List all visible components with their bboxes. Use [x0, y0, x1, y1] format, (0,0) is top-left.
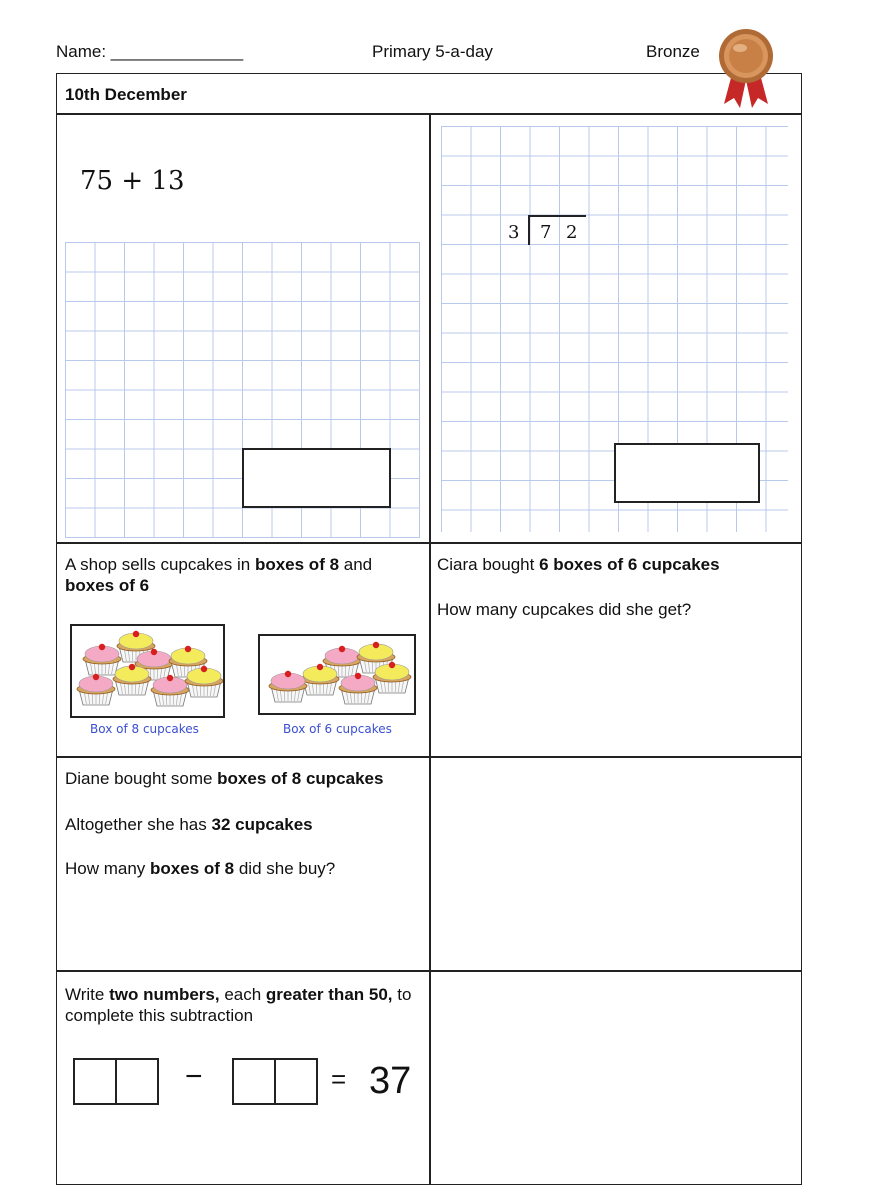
- equals-sign: =: [331, 1064, 347, 1094]
- answer-box[interactable]: [614, 443, 760, 503]
- question-text: Diane bought some boxes of 8 cupcakes: [65, 769, 384, 788]
- dividend-digit: 7: [540, 222, 552, 243]
- addition-expression: 75 + 13: [80, 166, 185, 196]
- box-of-8-label: Box of 8 cupcakes: [90, 722, 199, 736]
- question-text: A shop sells cupcakes in boxes of 8 and boxes of 6: [65, 555, 373, 595]
- name-field-label: Name: ______________: [56, 42, 244, 61]
- column-divider: [429, 113, 431, 1185]
- division-bracket: [528, 215, 530, 245]
- date-label: 10th December: [65, 85, 187, 104]
- digit-box[interactable]: [73, 1058, 117, 1105]
- minus-sign: −: [185, 1060, 203, 1093]
- divisor: 3: [508, 222, 520, 243]
- dividend-digit: 2: [566, 222, 578, 243]
- divider: [56, 756, 802, 758]
- division-bar: [528, 215, 586, 217]
- cupcake-icon: [269, 671, 307, 702]
- digit-box[interactable]: [274, 1058, 318, 1105]
- box-of-8-illustration: [70, 624, 225, 718]
- cupcake-icon: [260, 636, 414, 713]
- question-text: How many cupcakes did she get?: [437, 600, 692, 619]
- worksheet-title: Primary 5-a-day: [372, 42, 493, 61]
- divider: [56, 970, 802, 972]
- question-text: How many boxes of 8 did she buy?: [65, 859, 336, 878]
- question-text: Ciara bought 6 boxes of 6 cupcakes: [437, 555, 720, 574]
- bronze-medal-icon: [714, 26, 778, 110]
- box-of-6-label: Box of 6 cupcakes: [283, 722, 392, 736]
- digit-box[interactable]: [232, 1058, 276, 1105]
- level-label: Bronze: [646, 42, 700, 61]
- cupcake-icon: [72, 626, 223, 716]
- cupcake-icon: [77, 674, 115, 705]
- divider: [56, 542, 802, 544]
- cupcake-icon: [339, 673, 377, 704]
- answer-box[interactable]: [242, 448, 391, 508]
- box-of-6-illustration: [258, 634, 416, 715]
- subtraction-result: 37: [369, 1060, 412, 1102]
- question-text: Altogether she has 32 cupcakes: [65, 815, 313, 834]
- cupcake-icon: [83, 644, 121, 675]
- question-text: Write two numbers, each greater than 50, to complete this subtraction: [65, 985, 412, 1025]
- digit-box[interactable]: [115, 1058, 159, 1105]
